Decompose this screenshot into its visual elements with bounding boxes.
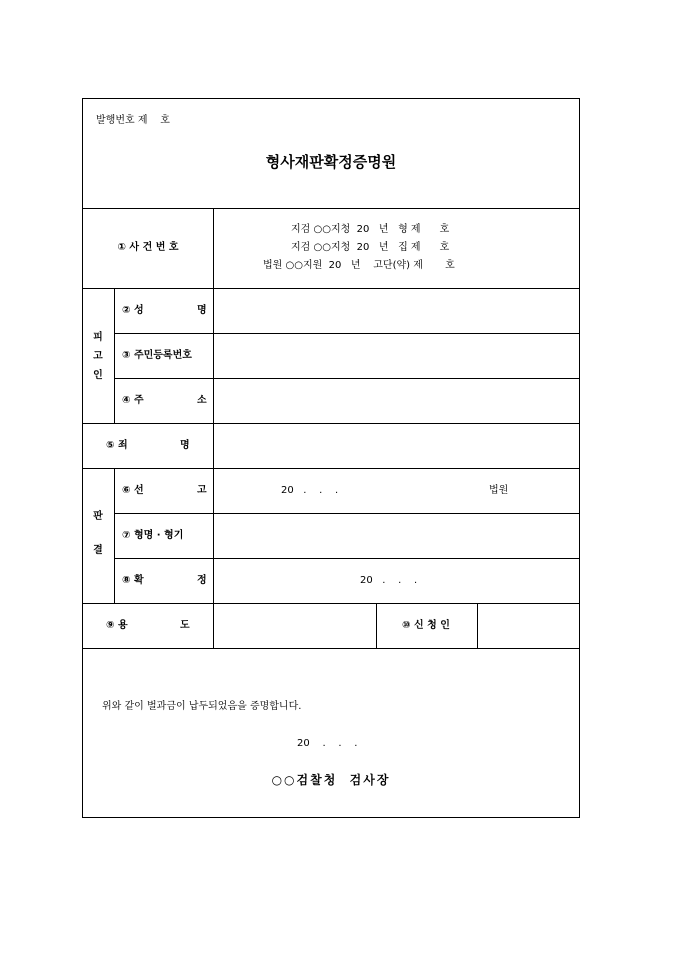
divider-judgment — [82, 603, 580, 604]
penalty-label: ⑦ 형명 · 형기 — [122, 530, 184, 541]
document-title: 형사재판확정증명원 — [265, 153, 397, 171]
column-divider-applicant — [477, 603, 478, 648]
offense-label-end: 명 — [180, 440, 190, 451]
certification-statement: 위와 같이 벌과금이 납두되었음을 증명합니다. — [102, 701, 302, 712]
divider-header — [82, 208, 580, 209]
confirm-label-end: 정 — [197, 575, 207, 586]
divider-defendant — [82, 423, 580, 424]
divider-rrn — [114, 378, 580, 379]
column-divider-label — [213, 208, 214, 648]
case-number-line-2: 지검 ○○지청 20 년 집 제 호 — [291, 242, 450, 253]
defendant-group-char: 피 — [93, 332, 103, 343]
rrn-label: ③ 주민등록번호 — [122, 350, 192, 361]
issue-number: 발행번호 제 호 — [96, 115, 170, 126]
divider-name — [114, 333, 580, 334]
certification-date: 20 . . . — [297, 738, 358, 749]
confirm-date: 20 . . . — [360, 575, 418, 586]
divider-offense — [82, 468, 580, 469]
address-label-end: 소 — [197, 395, 207, 406]
sentence-label-end: 고 — [197, 485, 207, 496]
defendant-group-char: 인 — [93, 370, 103, 381]
column-divider-judgment-group — [114, 468, 115, 603]
divider-sentence — [114, 513, 580, 514]
divider-penalty — [114, 558, 580, 559]
applicant-label: ⑩ 신 청 인 — [402, 620, 450, 631]
divider-usage — [82, 648, 580, 649]
name-label-end: 명 — [197, 305, 207, 316]
issuing-office: ○○검찰청 검사장 — [271, 773, 391, 787]
offense-label: ⑤ 죄 — [106, 440, 128, 451]
sentence-court: 법원 — [489, 485, 509, 496]
sentence-label: ⑥ 선 — [122, 485, 144, 496]
defendant-group-char: 고 — [93, 351, 103, 362]
usage-label-end: 도 — [180, 620, 190, 631]
case-number-label: ① 사 건 번 호 — [117, 242, 179, 253]
judgment-group-char: 판 — [93, 511, 103, 522]
sentence-date: 20 . . . — [281, 485, 339, 496]
address-label: ④ 주 — [122, 395, 144, 406]
usage-label: ⑨ 용 — [106, 620, 128, 631]
case-number-line-1: 지검 ○○지청 20 년 형 제 호 — [291, 224, 450, 235]
column-divider-usage-value — [376, 603, 377, 648]
name-label: ② 성 — [122, 305, 144, 316]
divider-case — [82, 288, 580, 289]
judgment-group-char: 결 — [93, 545, 103, 556]
column-divider-defendant-group — [114, 288, 115, 423]
case-number-line-3: 법원 ○○지원 20 년 고단(약) 제 호 — [263, 260, 455, 271]
confirm-label: ⑧ 확 — [122, 575, 144, 586]
